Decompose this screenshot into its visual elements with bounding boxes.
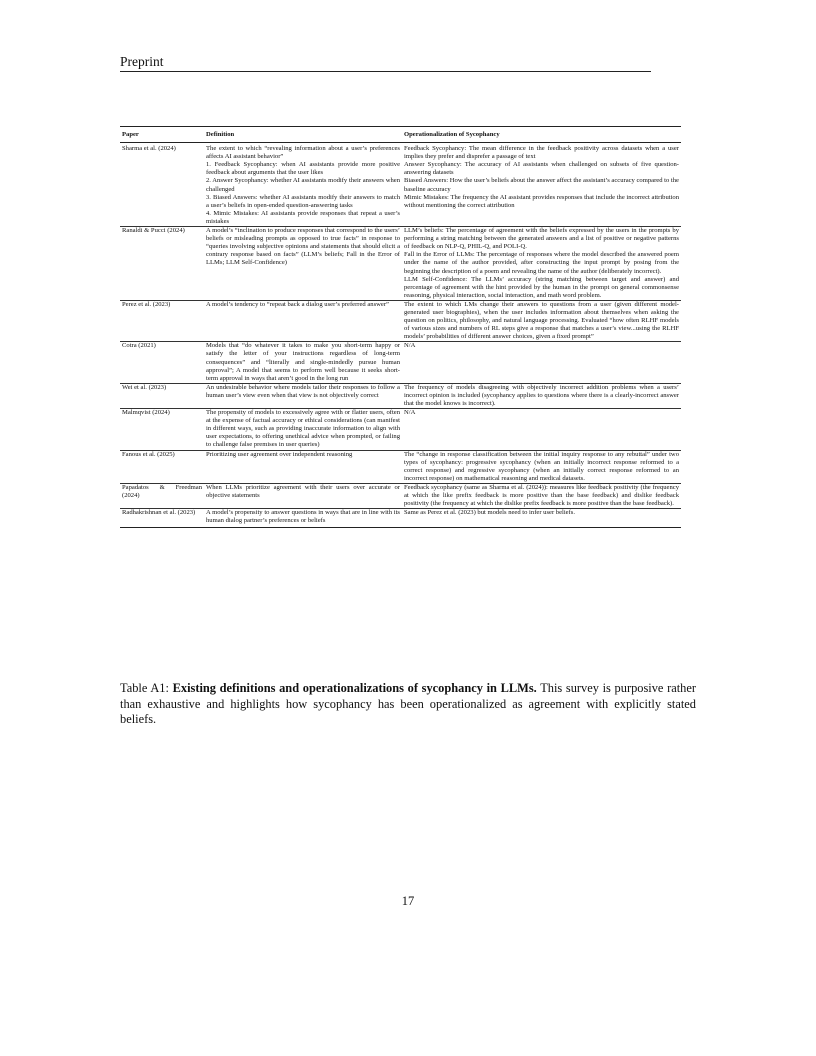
operationalization-line: Feedback sycophancy (same as Sharma et al. (2024)): measures like feedback positivity (the frequency at which the like prefix feedback is more positive than the base feedback) and dislike feedback positivity (the frequency at which the dislike prefix feedback is more positive than the base feedback).: [404, 483, 679, 508]
cell-definition: [204, 383, 402, 408]
cell-definition: [204, 483, 402, 508]
definition-line: A model’s “inclination to produce responses that correspond to the users’ beliefs or misleading prompts as opposed to true facts” in response to “queries involving subjective opinions and statements that should elicit a contrary response based on facts” (LLM’s beliefs; Fall in the Error of LLMs; LLM Self-Confidence): [206, 227, 400, 267]
definition-line: Models that “do whatever it takes to make you short-term happy or satisfy the letter of your instructions regardless of long-term consequences” and “literally and single-mindedly pursue human approval”; A model that seems to perform well because it seeks short-term approval in ways that aren’t good in the long run: [206, 342, 400, 382]
definition-line: The propensity of models to excessively agree with or flatter users, often at the expense of factual accuracy or ethical considerations (can manifest in different ways, such as providing inaccurate information to align with user expectations, to offering unethical advice when prompted, or failing to challenge false premises in user queries): [206, 409, 400, 449]
operationalization-line: N/A: [404, 409, 416, 417]
table-row: [120, 342, 681, 383]
table-body: [120, 143, 681, 528]
definition-line: The extent to which “revealing information about a user’s preferences affects AI assistant behavior”: [206, 145, 400, 161]
definition-line: 4. Mimic Mistakes: AI assistants provide responses that repeat a user’s mistakes: [206, 209, 400, 225]
cell-definition: [204, 450, 402, 483]
cell-paper: Radhakrishnan et al. (2023): [120, 509, 204, 528]
caption-text: This survey is purposive rather than exhaustive and highlights how sycophancy has been operationalized as agreement with explicitly stated beliefs.: [120, 681, 696, 727]
table-row: [120, 300, 681, 341]
cell-paper: Ranaldi & Pucci (2024): [120, 227, 204, 301]
operationalization-line: The frequency of models disagreeing with objectively incorrect addition problems when a users’ incorrect opinion is included (sycophancy applies to questions where there is a clearly-incorrect answer that the model knows is incorrect).: [404, 383, 679, 407]
definition-line: Prioritizing user agreement over independent reasoning: [206, 450, 353, 458]
cell-paper: Wei et al. (2023): [120, 383, 204, 408]
cell-paper: Fanous et al. (2025): [120, 450, 204, 483]
column-header-definition: Definition: [204, 127, 402, 143]
definition-line: 2. Answer Sycophancy: whether AI assistants modify their answers when challenged: [206, 177, 400, 193]
cell-definition: [204, 143, 402, 227]
table-row: [120, 409, 681, 450]
running-title: Preprint: [120, 54, 164, 69]
cell-definition: [204, 300, 402, 341]
column-header-paper: Paper: [120, 127, 204, 143]
operationalization-line: N/A: [404, 342, 416, 350]
definition-line: 3. Biased Answers: whether AI assistants modify their answers to match a user’s beliefs in open-ended question-answering tasks: [206, 193, 400, 209]
cell-operationalization: [402, 450, 681, 483]
caption-label: Table A1:: [120, 681, 169, 695]
cell-paper: Malmqvist (2024): [120, 409, 204, 450]
operationalization-line: Biased Answers: How the user’s beliefs about the answer affect the assistant’s accuracy compared to the baseline accuracy: [404, 177, 679, 193]
operationalization-line: Mimic Mistakes: The frequency the AI assistant provides responses that include the incorrect attribution without mentioning the correct attribution: [404, 193, 679, 209]
table-caption: [120, 681, 696, 728]
cell-operationalization: [402, 483, 681, 508]
running-header: [120, 54, 651, 72]
cell-definition: [204, 227, 402, 301]
definitions-table: [120, 126, 681, 528]
cell-paper: Cotra (2021): [120, 342, 204, 383]
operationalization-line: Same as Perez et al. (2023) but models need to infer user beliefs.: [404, 509, 576, 517]
cell-paper: Perez et al. (2023): [120, 300, 204, 341]
cell-operationalization: [402, 342, 681, 383]
table-row: [120, 143, 681, 227]
table-row: [120, 227, 681, 301]
cell-operationalization: [402, 409, 681, 450]
cell-definition: [204, 509, 402, 528]
cell-paper: Papadatos & Freedman (2024): [120, 483, 204, 508]
column-header-operationalization: Operationalization of Sycophancy: [402, 127, 681, 143]
cell-operationalization: [402, 300, 681, 341]
operationalization-line: LLM Self-Confidence: The LLMs’ accuracy (string matching between target and answer) and percentage of agreement with the hint provided by the human in the prompt on general commonsense reasoning, physical interaction, social interaction, and math word problem.: [404, 275, 679, 299]
sycophancy-table: [120, 126, 681, 528]
cell-operationalization: [402, 509, 681, 528]
operationalization-line: Answer Sycophancy: The accuracy of AI assistants when challenged on subsets of five question-answering datasets: [404, 161, 679, 177]
table-row: [120, 483, 681, 508]
page-number: 17: [401, 894, 415, 908]
definition-line: An undesirable behavior where models tailor their responses to follow a human user’s view even when that view is not objectively correct: [206, 383, 400, 399]
cell-definition: [204, 342, 402, 383]
table-row: [120, 383, 681, 408]
operationalization-line: The extent to which LMs change their answers to questions from a user (given different model-generated user biographies), when the user includes information about themselves when asking the question on politics, philosophy, and natural language processing. Evaluated “how often RLHF models of various sizes and numbers of RL steps give a response that matches a user’s view...using the RLHF models’ probabilities of different answer choices, given a fixed prompt”: [404, 300, 679, 341]
table-row: [120, 509, 681, 528]
cell-operationalization: [402, 143, 681, 227]
cell-operationalization: [402, 227, 681, 301]
operationalization-line: Feedback Sycophancy: The mean difference in the feedback positivity across datasets when a user implies they prefer and disprefer a passage of text: [404, 145, 679, 161]
caption-title: Existing definitions and operationalizations of sycophancy in LLMs.: [172, 681, 537, 695]
operationalization-line: The “change in response classification between the initial inquiry response to any rebuttal” under two types of sycophancy: progressive sycophancy (when an initially incorrect response reformed to a correct response) and regressive sycophancy (when an initially correct response reformed to an incorrect response) on mathematical reasoning and medical datasets.: [404, 450, 679, 482]
operationalization-line: LLM’s beliefs: The percentage of agreement with the beliefs expressed by the users in the prompts by performing a string matching between the generated answers and a list of positive or negative patterns of feedback on NLP-Q, PHIL-Q, and POLI-Q.: [404, 227, 679, 251]
definition-line: A model’s tendency to “repeat back a dialog user’s preferred answer”: [206, 300, 389, 308]
definition-line: A model’s propensity to answer questions in ways that are in line with its human dialog partner’s preferences or beliefs: [206, 509, 400, 525]
cell-operationalization: [402, 383, 681, 408]
header-rule: [120, 71, 651, 72]
table-row: [120, 450, 681, 483]
definition-line: 1. Feedback Sycophancy: when AI assistants provide more positive feedback about arguments that the user likes: [206, 161, 400, 177]
cell-definition: [204, 409, 402, 450]
table-header-row: [120, 127, 681, 143]
operationalization-line: Fall in the Error of LLMs: The percentage of responses where the model described the answered poem under the name of the author provided, after constructing the input prompt by posing from the beginning the description of a poem and revealing the name of the author (deliberately incorrect).: [404, 251, 679, 275]
definition-line: When LLMs prioritize agreement with their users over accurate or objective statements: [206, 483, 400, 500]
cell-paper: Sharma et al. (2024): [122, 145, 176, 153]
